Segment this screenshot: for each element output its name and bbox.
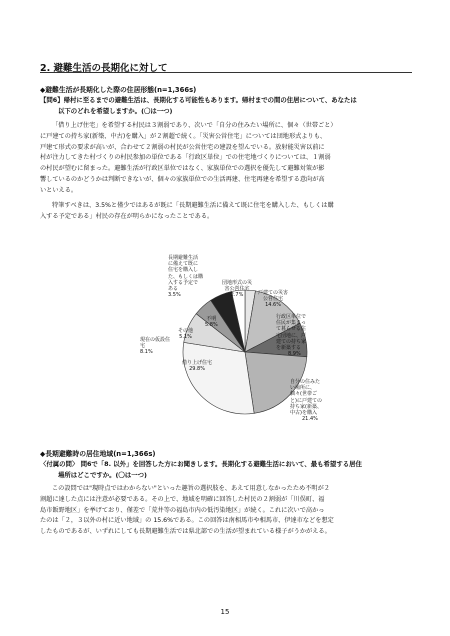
section-heading: 2. 避難生活の長期化に対して — [40, 63, 168, 74]
paragraph-line: したものであるが、いずれにしても長期避難生活では県北部での生活が望まれている様子がうかがえる。 — [40, 528, 331, 536]
pie-slice-4 — [183, 342, 254, 414]
question-line-1: 【問6】帰村に至るまでの避難生活は、長期化する可能性もあります。帰村までの間の住居について、あなたは — [40, 96, 357, 104]
question-line-2: 以下のどれを希望しますか。(〇は一つ) — [58, 107, 173, 115]
page-number: 15 — [220, 608, 230, 616]
question-line-2: 場所はどこですか。(〇は一つ) — [58, 471, 147, 479]
label-other: その他 5.1% — [178, 328, 194, 341]
paragraph-line: 特筆すべきは、3.5%と僅少ではあるが既に「長期避難生活に備えて既に住宅を購入した、もしくは購 — [52, 202, 334, 209]
label-unknown: 不明 5.8% — [205, 316, 218, 329]
paragraph-line: 「借り上げ住宅」を希望する村民は３割弱であり、次いで「自分の住みたい場所に、個々（世帯ごと） — [52, 122, 337, 129]
paragraph-line: 響しているのかどうかは判断できないが、個々の家族単位での生活再建、住宅再建を希望する意向が高 — [40, 175, 325, 183]
paragraph-line: に戸建ての持ち家(新築、中古)を購入」が２割超で続く。「災害公営住宅」については団地形式よりも、 — [40, 132, 327, 140]
paragraph-line: この設問では"現時点ではわからない"といった趣旨の選択肢を、あえて用意しなかったため不明が２ — [52, 485, 330, 492]
label-detached-public-housing: 戸建ての災害 公営住宅 14.6% — [258, 290, 289, 309]
label-rented-housing: 借り上げ住宅 29.8% — [182, 360, 213, 373]
paragraph-line: たのは「２，３以外の村に近い地域」の 15.6%である。この回答は南相馬市や相馬市、伊達市などを想定 — [40, 517, 334, 525]
paragraph-line: いといえる。 — [40, 186, 78, 194]
label-individual-purchase: 自分の住みた い場所に、 個々(世帯ご と)に戸建ての 持ち家(新築、 中古)を購入 21.4% — [290, 379, 322, 423]
label-temporary-housing: 現在の仮設住 宅 8.1% — [140, 337, 171, 356]
paragraph-line: 入する予定である」村民の存在が明らかになったことである。 — [40, 212, 214, 220]
paragraph-line: の村民が望むに留まった。避難生活が行政区単位ではなく、家族単位での選択を優先して避難対策が影 — [40, 165, 325, 173]
label-district-unit: 行政区単位で 住民が集まっ て暮らせる住 宅団地に、戸 建ての持ち家 を新築する 8.9% — [276, 314, 307, 358]
paragraph-line: 村が注力してきた村づくりの村民参加の単位である「行政区単位」での住宅地づくりについては、１割弱 — [40, 154, 331, 162]
subsection-title-housing: ◆避難生活が長期化した際の住居形態(n=1,366s) — [40, 86, 197, 94]
paragraph-location-analysis — [40, 484, 412, 538]
paragraph-line: 割超に達した点には注意が必要である。その上で、地域を明確に回答した村民の２割弱が「川俣町、福 — [40, 495, 325, 503]
label-already-bought: 長期避難生活 に備えて既に 住宅を購入し た、もしくは購 入する予定で ある 3.5% — [168, 255, 204, 299]
paragraph-line: 戸建て形式の要求が高いが、合わせて２割弱の村民が公営住宅の建設を望んでいる。放射能災害以前に — [40, 143, 325, 151]
paragraph-line: 島市飯野地区」を挙げており、僅差で「荒井等の福島市内の低汚染地区」が続く。これに次いで高かっ — [40, 506, 325, 514]
subsection-title-location: ◆長期避難時の居住地域(n=1,366s) — [40, 450, 156, 458]
label-danchi-public-housing: 団地形式の災 害公営住宅 2.7% — [222, 280, 253, 299]
question-attached — [40, 459, 412, 481]
question-line-1: 〈付属の問〉 問6で「8. 以外」を回答した方にお聞きします。長期化する避難生活において、最も希望する居住 — [40, 460, 362, 468]
